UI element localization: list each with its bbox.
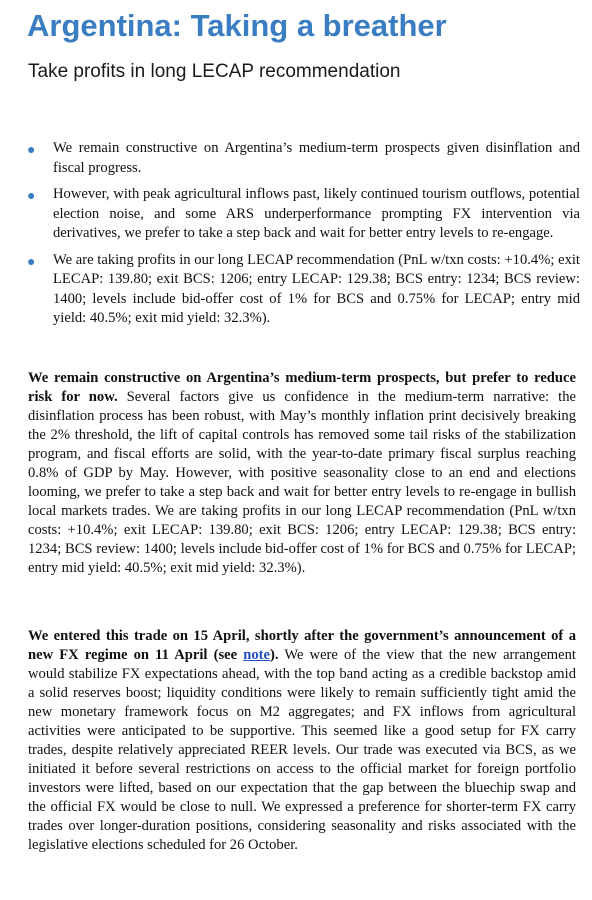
- summary-bullet-list: [20, 139, 580, 336]
- summary-bullet-item: [20, 251, 580, 329]
- bullet-text: However, with peak agricultural inflows past, likely continued tourism outflows, potential election noise, and some ARS underperformance prompting FX intervention via derivatives, we prefer to take a step back and wait for better entry levels to re-engage.: [53, 186, 580, 241]
- page-subtitle: Take profits in long LECAP recommendation: [28, 61, 401, 82]
- paragraph-lead-bold: We entered this trade on 15 April, shortly after the government’s announcement of a new FX regime on 11 April (see: [28, 628, 576, 663]
- paragraph-lead-bold-end: ).: [269, 647, 279, 663]
- paragraph-body-text: We were of the view that the new arrangement would stabilize FX expectations ahead, with the top band acting as a credible backstop amid a solid reserves boost; liquidity conditions were likely to remain sufficiently tight amid the new monetary framework focus on M2 aggregates; and FX inflows from agricultural activities were anticipated to be supportive. This seemed like a good setup for FX carry trades, despite relatively appreciated REER levels. Our trade was executed via BCS, as we initiated it before several restrictions on access to the official market for foreign portfolio investors were lifted, based on our expectation that the gap between the bluechip swap and the official FX would be close to null. We expressed a preference for shorter-term FX carry trades over longer-duration positions, considering seasonality and risks associated with the legislative elections scheduled for 26 October.: [28, 647, 576, 853]
- paragraph-lead-bold: We remain constructive on Argentina’s medium-term prospects, but prefer to reduce risk for now.: [28, 370, 576, 405]
- paragraph-body-text: Several factors give us confidence in the medium-term narrative: the disinflation process has been robust, with May’s monthly inflation print decisively breaking the 2% threshold, the lift of capital controls has removed some tail risks of the stabilization program, and fiscal efforts are solid, with the year-to-date primary fiscal surplus reaching 0.8% of GDP by May. However, with positive seasonality close to an end and elections looming, we prefer to take a step back and wait for better entry levels to re-engage in bullish local markets trades. We are taking profits in our long LECAP recommendation (PnL w/txn costs: +10.4%; exit LECAP: 139.80; exit BCS: 1206; entry LECAP: 129.38; BCS entry: 1234; BCS review: 1400; levels include bid-offer cost of 1% for BCS and 0.75% for LECAP; entry mid yield: 40.5%; exit mid yield: 32.3%).: [28, 389, 576, 576]
- summary-bullet-item: [20, 185, 580, 244]
- bullet-text: We are taking profits in our long LECAP recommendation (PnL w/txn costs: +10.4%; exit LECAP: 139.80; exit BCS: 1206; entry LECAP: 129.38; BCS entry: 1234; BCS review: 1400; levels include bid-offer cost of 1% for BCS and 0.75% for LECAP; entry mid yield: 40.5%; exit mid yield: 32.3%).: [53, 251, 580, 326]
- page-title: Argentina: Taking a breather: [27, 8, 447, 43]
- summary-bullet-item: [20, 139, 580, 178]
- body-paragraph-trade-history: [28, 627, 576, 855]
- body-paragraph-outlook: [28, 369, 576, 578]
- bullet-text: We remain constructive on Argentina’s medium-term prospects given disinflation and fiscal progress.: [53, 140, 580, 176]
- bullet-dot-icon: ●: [27, 254, 36, 270]
- note-link[interactable]: note: [243, 647, 270, 663]
- bullet-dot-icon: ●: [27, 189, 36, 204]
- bullet-dot-icon: ●: [27, 143, 36, 158]
